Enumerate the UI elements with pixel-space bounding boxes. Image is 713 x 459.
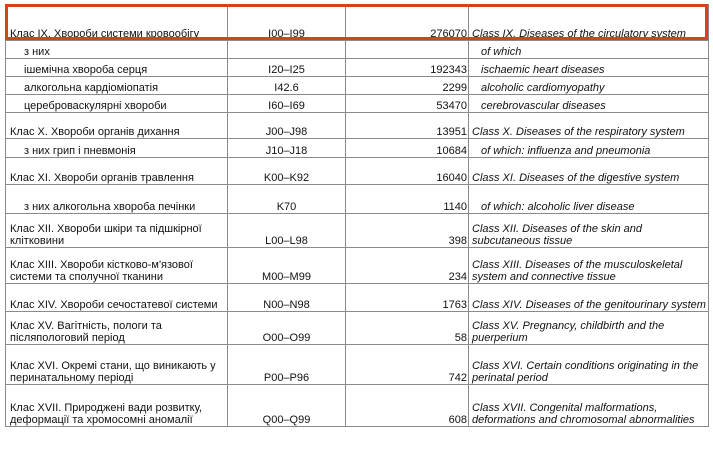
- ukrainian-label-cell: цереброваскулярні хвороби: [6, 95, 228, 113]
- table-row: [6, 113, 709, 139]
- icd-code-cell: K00–K92: [228, 158, 346, 185]
- english-label-cell: cerebrovascular diseases: [469, 95, 709, 113]
- english-label-cell: Class XVI. Certain conditions originating in the perinatal period: [469, 345, 709, 385]
- english-label-cell: alcoholic cardiomyopathy: [469, 77, 709, 95]
- icd-code-cell: M00–M99: [228, 248, 346, 284]
- statistics-table-body: [6, 5, 709, 427]
- value-cell: 58: [346, 312, 469, 345]
- ukrainian-label-cell: Клас XVI. Окремі стани, що виникають у перинатальному періоді: [6, 345, 228, 385]
- table-row: [6, 77, 709, 95]
- icd-code-cell: P00–P96: [228, 345, 346, 385]
- icd-code-cell: I20–I25: [228, 59, 346, 77]
- english-label-cell: Class XI. Diseases of the digestive system: [469, 158, 709, 185]
- english-label-cell: Class XVII. Congenital malformations, deformations and chromosomal abnormalities: [469, 385, 709, 427]
- english-label-cell: Class XIV. Diseases of the genitourinary system: [469, 284, 709, 312]
- ukrainian-label-cell: Клас XIV. Хвороби сечостатевої системи: [6, 284, 228, 312]
- value-cell: 742: [346, 345, 469, 385]
- english-label-cell: ischaemic heart diseases: [469, 59, 709, 77]
- table-row: [6, 59, 709, 77]
- table-row: [6, 5, 709, 41]
- table-row: [6, 284, 709, 312]
- table-row: [6, 41, 709, 59]
- value-cell: 53470: [346, 95, 469, 113]
- ukrainian-label-cell: Клас XVII. Природжені вади розвитку, деформації та хромосомні аномалії: [6, 385, 228, 427]
- value-cell: 398: [346, 214, 469, 248]
- value-cell: 2299: [346, 77, 469, 95]
- ukrainian-label-cell: Клас XIII. Хвороби кістково-м'язової системи та сполучної тканини: [6, 248, 228, 284]
- table-row: [6, 139, 709, 158]
- value-cell: 10684: [346, 139, 469, 158]
- ukrainian-label-cell: ішемічна хвороба серця: [6, 59, 228, 77]
- icd-code-cell: Q00–Q99: [228, 385, 346, 427]
- icd-code-cell: I42.6: [228, 77, 346, 95]
- table-row: [6, 345, 709, 385]
- ukrainian-label-cell: Клас X. Хвороби органів дихання: [6, 113, 228, 139]
- ukrainian-label-cell: Клас XII. Хвороби шкіри та підшкірної клітковини: [6, 214, 228, 248]
- english-label-cell: Class XIII. Diseases of the musculoskeletal system and connective tissue: [469, 248, 709, 284]
- ukrainian-label-cell: Клас XI. Хвороби органів травлення: [6, 158, 228, 185]
- value-cell: 1763: [346, 284, 469, 312]
- value-cell: 192343: [346, 59, 469, 77]
- statistics-table: [5, 4, 709, 427]
- table-row: [6, 214, 709, 248]
- value-cell: 276070: [346, 5, 469, 41]
- table-row: [6, 248, 709, 284]
- icd-code-cell: J00–J98: [228, 113, 346, 139]
- ukrainian-label-cell: Клас IX. Хвороби системи кровообігу: [6, 5, 228, 41]
- english-label-cell: of which: [469, 41, 709, 59]
- ukrainian-label-cell: з них алкогольна хвороба печінки: [6, 185, 228, 214]
- icd-code-cell: O00–O99: [228, 312, 346, 345]
- english-label-cell: Class XV. Pregnancy, childbirth and the puerperium: [469, 312, 709, 345]
- icd-code-cell: [228, 41, 346, 59]
- icd-code-cell: N00–N98: [228, 284, 346, 312]
- english-label-cell: Class X. Diseases of the respiratory system: [469, 113, 709, 139]
- icd-code-cell: J10–J18: [228, 139, 346, 158]
- ukrainian-label-cell: алкогольна кардіоміопатія: [6, 77, 228, 95]
- table-row: [6, 185, 709, 214]
- value-cell: 234: [346, 248, 469, 284]
- icd-code-cell: I00–I99: [228, 5, 346, 41]
- ukrainian-label-cell: з них грип і пневмонія: [6, 139, 228, 158]
- table-row: [6, 95, 709, 113]
- value-cell: [346, 41, 469, 59]
- icd-code-cell: K70: [228, 185, 346, 214]
- english-label-cell: of which: alcoholic liver disease: [469, 185, 709, 214]
- icd-code-cell: I60–I69: [228, 95, 346, 113]
- value-cell: 1140: [346, 185, 469, 214]
- icd-code-cell: L00–L98: [228, 214, 346, 248]
- value-cell: 13951: [346, 113, 469, 139]
- value-cell: 16040: [346, 158, 469, 185]
- ukrainian-label-cell: з них: [6, 41, 228, 59]
- value-cell: 608: [346, 385, 469, 427]
- table-row: [6, 158, 709, 185]
- english-label-cell: Class IX. Diseases of the circulatory system: [469, 5, 709, 41]
- table-row: [6, 385, 709, 427]
- table-row: [6, 312, 709, 345]
- ukrainian-label-cell: Клас XV. Вагітність, пологи та післяпологовий період: [6, 312, 228, 345]
- english-label-cell: of which: influenza and pneumonia: [469, 139, 709, 158]
- english-label-cell: Class XII. Diseases of the skin and subcutaneous tissue: [469, 214, 709, 248]
